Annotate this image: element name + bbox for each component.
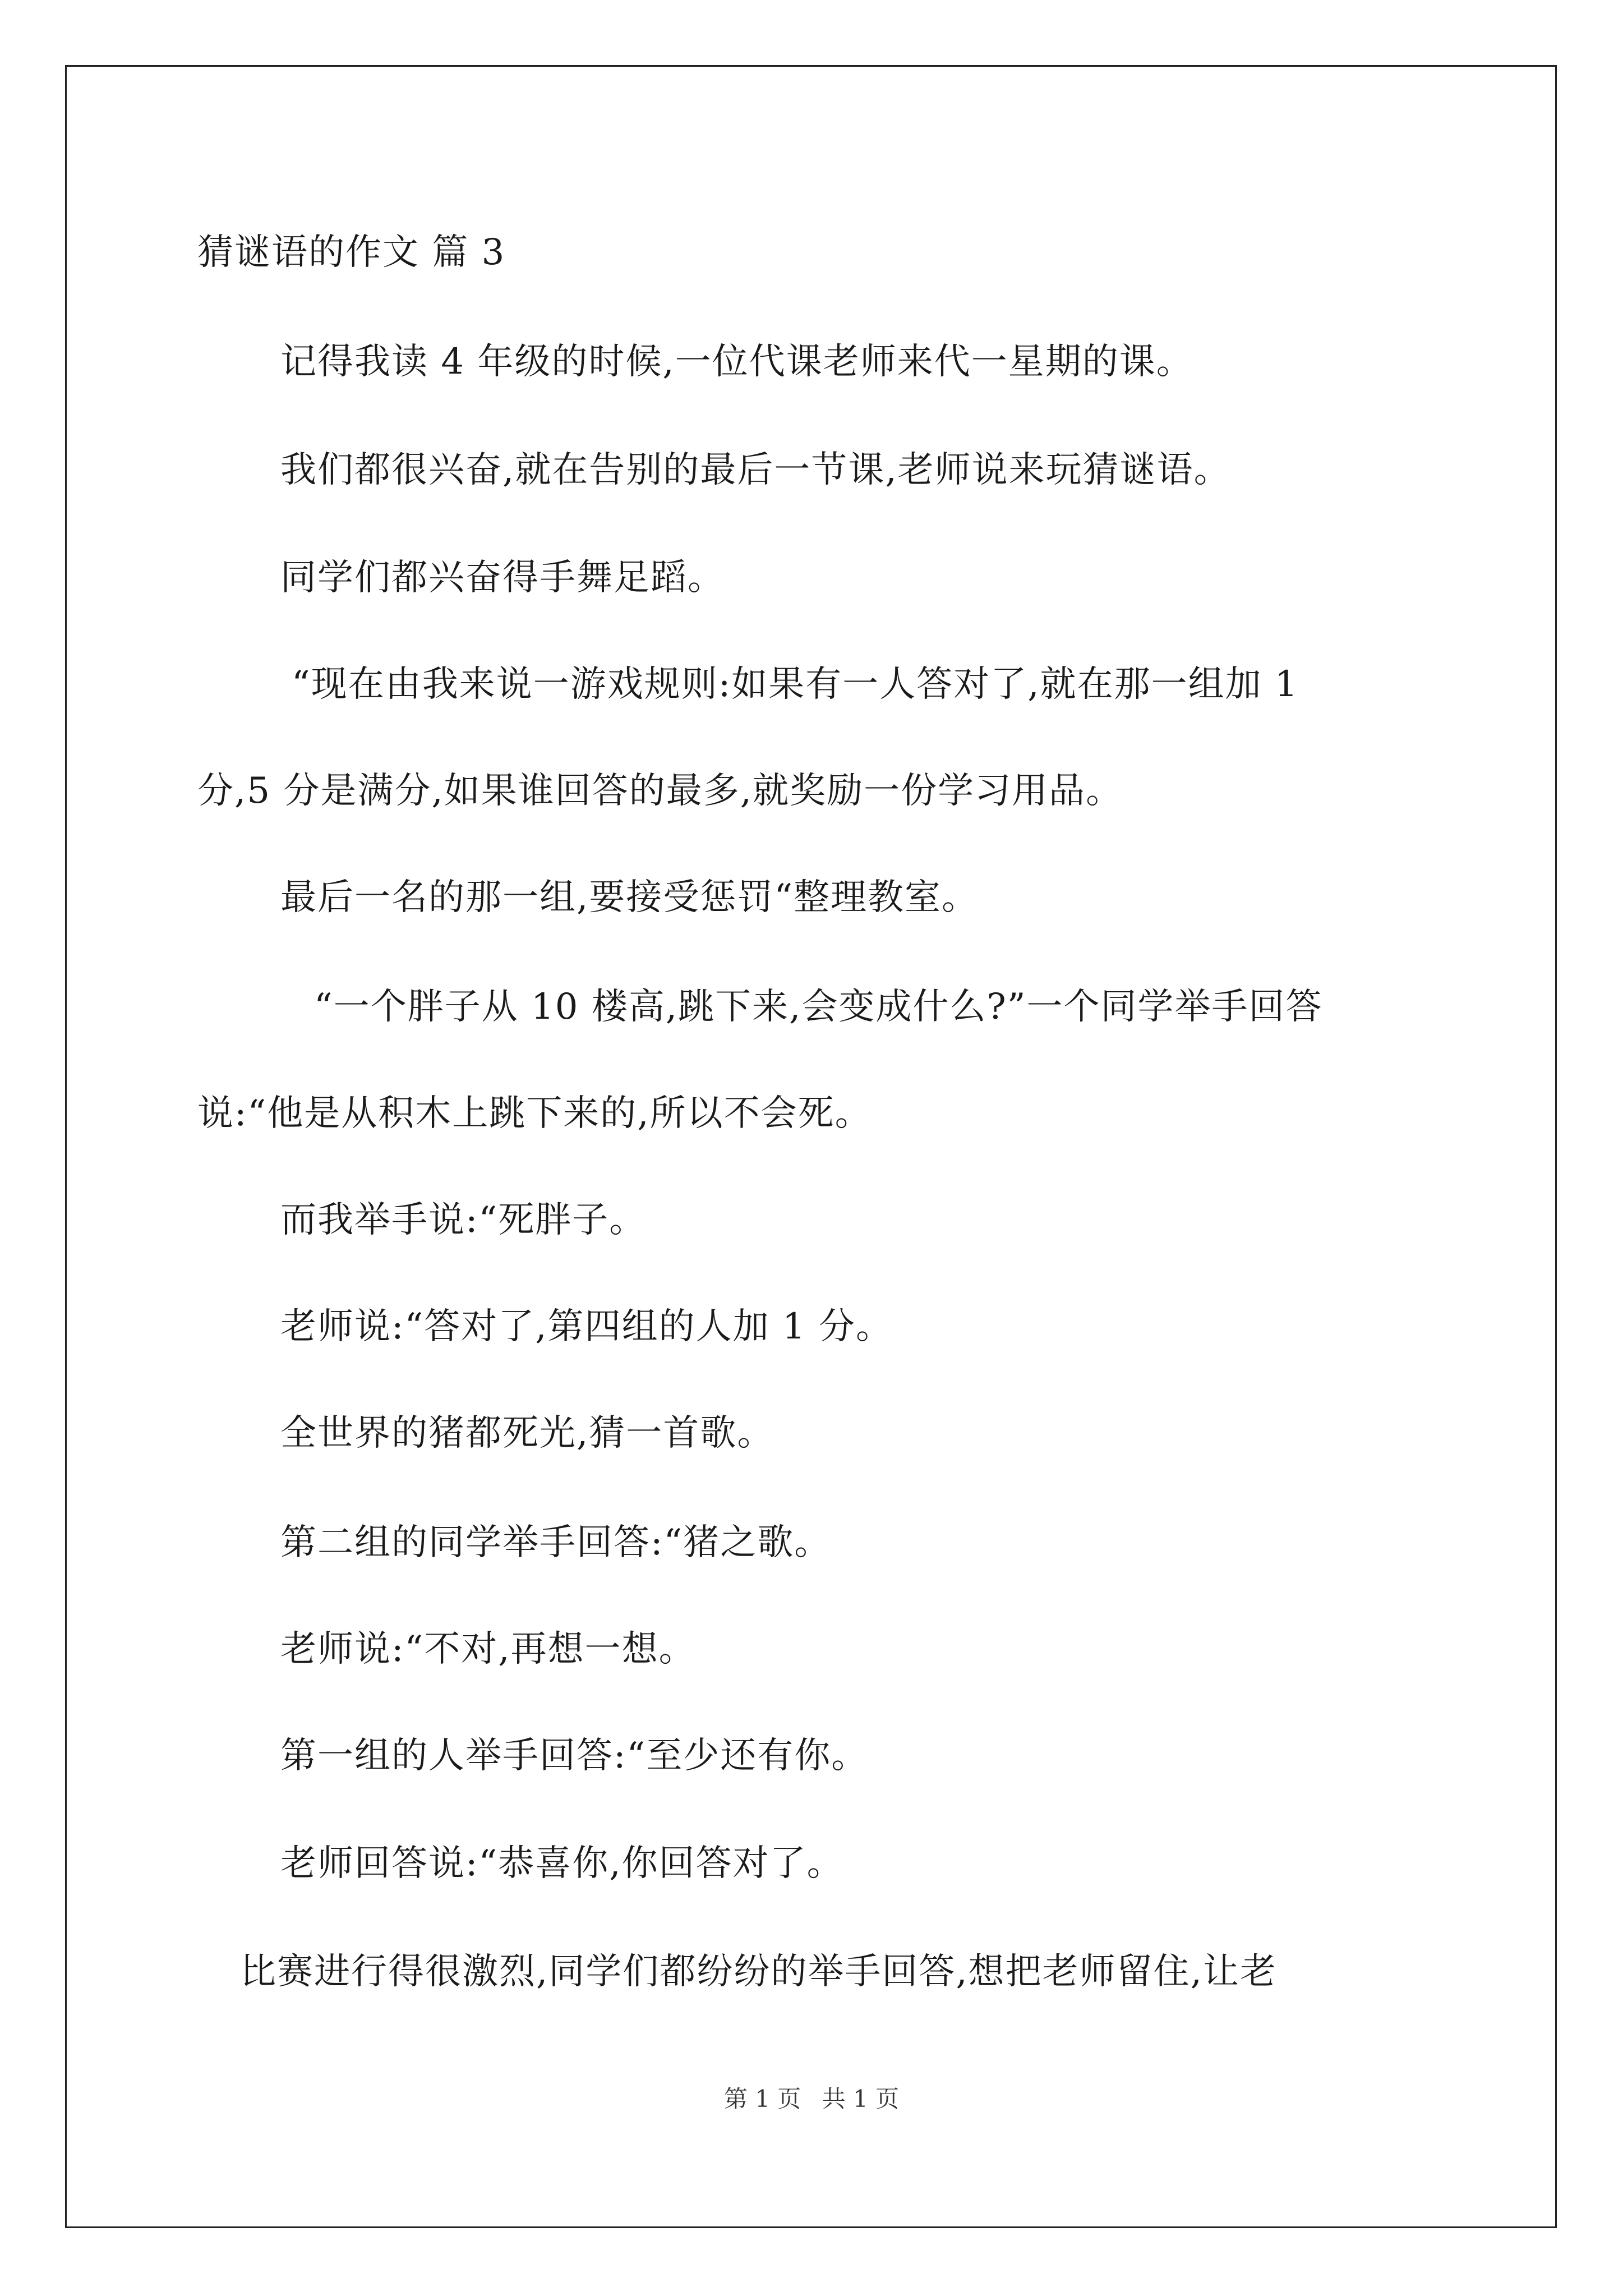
paragraph-12: 第一组的人举手回答:“至少还有你。 <box>280 1735 869 1777</box>
paragraph-13: 老师回答说:“恭喜你,你回答对了。 <box>280 1843 844 1884</box>
paragraph-2: 我们都很兴奋,就在告别的最后一节课,老师说来玩猜谜语。 <box>280 449 1231 491</box>
page-number-total: 共 1 页 <box>822 2085 900 2113</box>
paragraph-1: 记得我读 4 年级的时候,一位代课老师来代一星期的课。 <box>280 341 1193 383</box>
paragraph-7: 而我举手说:“死胖子。 <box>280 1199 647 1241</box>
paragraph-9: 全世界的猪都死光,猜一首歌。 <box>280 1412 774 1454</box>
paragraph-6-line-1: “一个胖子从 10 楼高,跳下来,会变成什么?”一个同学举手回答 <box>314 986 1323 1028</box>
paragraph-4-line-2: 分,5 分是满分,如果谁回答的最多,就奖励一份学习用品。 <box>197 770 1123 812</box>
page-border <box>65 65 1557 2228</box>
paragraph-8: 老师说:“答对了,第四组的人加 1 分。 <box>280 1306 893 1347</box>
paragraph-3: 同学们都兴奋得手舞足蹈。 <box>280 557 725 599</box>
page-footer <box>0 2082 1623 2116</box>
paragraph-4-line-1: “现在由我来说一游戏规则:如果有一人答对了,就在那一组加 1 <box>292 664 1299 705</box>
page-number-current: 第 1 页 <box>723 2085 801 2113</box>
paragraph-11: 老师说:“不对,再想一想。 <box>280 1628 696 1670</box>
paragraph-10: 第二组的同学举手回答:“猪之歌。 <box>280 1522 832 1563</box>
paragraph-6-line-2: 说:“他是从积木上跳下来的,所以不会死。 <box>197 1093 872 1134</box>
essay-title: 猜谜语的作文 篇 3 <box>197 232 506 273</box>
paragraph-5: 最后一名的那一组,要接受惩罚“整理教室。 <box>280 877 979 918</box>
paragraph-14: 比赛进行得很激烈,同学们都纷纷的举手回答,想把老师留住,让老 <box>240 1951 1278 1993</box>
